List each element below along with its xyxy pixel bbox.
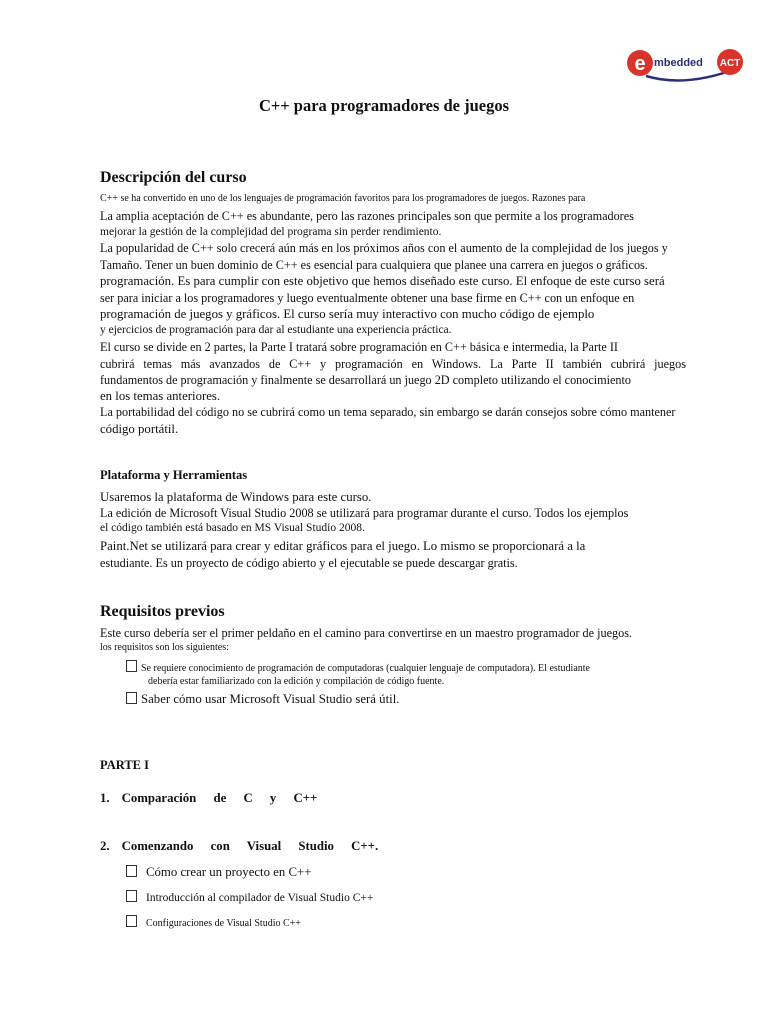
list-item xyxy=(126,890,373,904)
list-item-text: Se requiere conocimiento de programación de computadoras (cualquier lenguaje de computadora). El estudiante xyxy=(141,663,590,674)
part-heading: PARTE I xyxy=(100,758,149,772)
checkbox-icon xyxy=(126,915,137,927)
paragraph-line: programación. Es para cumplir con este objetivo que hemos diseñado este curso. El enfoque de este curso será xyxy=(100,274,665,288)
paragraph-line: código portátil. xyxy=(100,422,179,436)
section-item-2 xyxy=(100,839,378,854)
checkbox-icon xyxy=(126,865,137,877)
list-item-continuation: debería estar familiarizado con la edición y compilación de código fuente. xyxy=(148,676,445,687)
section-item-1 xyxy=(100,791,317,806)
paragraph-line: Paint.Net se utilizará para crear y editar gráficos para el juego. Lo mismo se proporcionará a la xyxy=(100,539,586,553)
checkbox-icon xyxy=(126,660,137,672)
list-item xyxy=(126,865,311,880)
paragraph-line: mejorar la gestión de la complejidad del programa sin perder rendimiento. xyxy=(100,226,442,238)
paragraph-line: en los temas anteriores. xyxy=(100,389,221,403)
paragraph-line: C++ se ha convertido en uno de los lenguajes de programación favoritos para los programadores de juegos. Razones para xyxy=(100,193,586,204)
paragraph-line: Tamaño. Tener un buen dominio de C++ es esencial para cualquiera que planee una carrera en juegos o gráficos. xyxy=(100,258,648,272)
section-heading-descripcion: Descripción del curso xyxy=(100,169,247,186)
list-item xyxy=(126,915,301,929)
paragraph-line: La amplia aceptación de C++ es abundante, pero las razones principales son que permite a los programadores xyxy=(100,209,634,223)
checkbox-icon xyxy=(126,692,137,704)
section-title: Comenzando con Visual Studio C++. xyxy=(121,839,379,853)
section-heading-plataforma: Plataforma y Herramientas xyxy=(100,468,248,482)
section-title: Comparación de C y C++ xyxy=(121,791,318,805)
paragraph-line: estudiante. Es un proyecto de código abierto y el ejecutable se puede descargar gratis. xyxy=(100,556,518,570)
paragraph-line: Usaremos la plataforma de Windows para este curso. xyxy=(100,490,372,504)
paragraph-line: La edición de Microsoft Visual Studio 2008 se utilizará para programar durante el curso. Todos los ejemplos xyxy=(100,506,629,520)
paragraph-line: El curso se divide en 2 partes, la Parte I tratará sobre programación en C++ básica e intermedia, la Parte II xyxy=(100,340,618,354)
section-number: 1. xyxy=(100,791,110,805)
paragraph-line: el código también está basado en MS Visual Studio 2008. xyxy=(100,522,365,534)
list-item-text: Cómo crear un proyecto en C++ xyxy=(146,865,312,879)
section-number: 2. xyxy=(100,839,110,853)
svg-text:ACT: ACT xyxy=(719,58,741,69)
paragraph-line: fundamentos de programación y finalmente se desarrollará un juego 2D completo utilizando el conocimiento xyxy=(100,373,632,387)
section-heading-requisitos: Requisitos previos xyxy=(100,603,225,620)
checkbox-icon xyxy=(126,890,137,902)
svg-text:e: e xyxy=(634,53,646,75)
page-title: C++ para programadores de juegos xyxy=(258,96,510,115)
list-item-text: Introducción al compilador de Visual Studio C++ xyxy=(146,892,374,904)
list-item-text: Saber cómo usar Microsoft Visual Studio será útil. xyxy=(141,692,400,706)
paragraph-line: ser para iniciar a los programadores y luego eventualmente obtener una base firme en C++ con un enfoque en xyxy=(100,291,635,305)
paragraph-line: y ejercicios de programación para dar al estudiante una experiencia práctica. xyxy=(100,324,452,336)
list-item xyxy=(126,692,399,707)
paragraph-line: Este curso debería ser el primer peldaño en el camino para convertirse en un maestro programador de juegos. xyxy=(100,626,632,640)
paragraph-line: La popularidad de C++ solo crecerá aún más en los próximos años con el aumento de la complejidad de los juegos y xyxy=(100,241,668,255)
list-item-text: Configuraciones de Visual Studio C++ xyxy=(146,918,301,929)
paragraph-line: los requisitos son los siguientes: xyxy=(100,642,229,653)
embedded-act-logo xyxy=(626,44,746,84)
paragraph-line: programación de juegos y gráficos. El curso sería muy interactivo con mucho código de ejemplo xyxy=(100,307,595,321)
paragraph-line: cubrirá temas más avanzados de C++ y programación en Windows. La Parte II también cubrirá juegos xyxy=(100,357,686,371)
paragraph-line: La portabilidad del código no se cubrirá como un tema separado, sin embargo se darán consejos sobre cómo mantener xyxy=(100,405,676,419)
list-item xyxy=(126,660,590,674)
svg-text:mbedded: mbedded xyxy=(654,57,703,69)
